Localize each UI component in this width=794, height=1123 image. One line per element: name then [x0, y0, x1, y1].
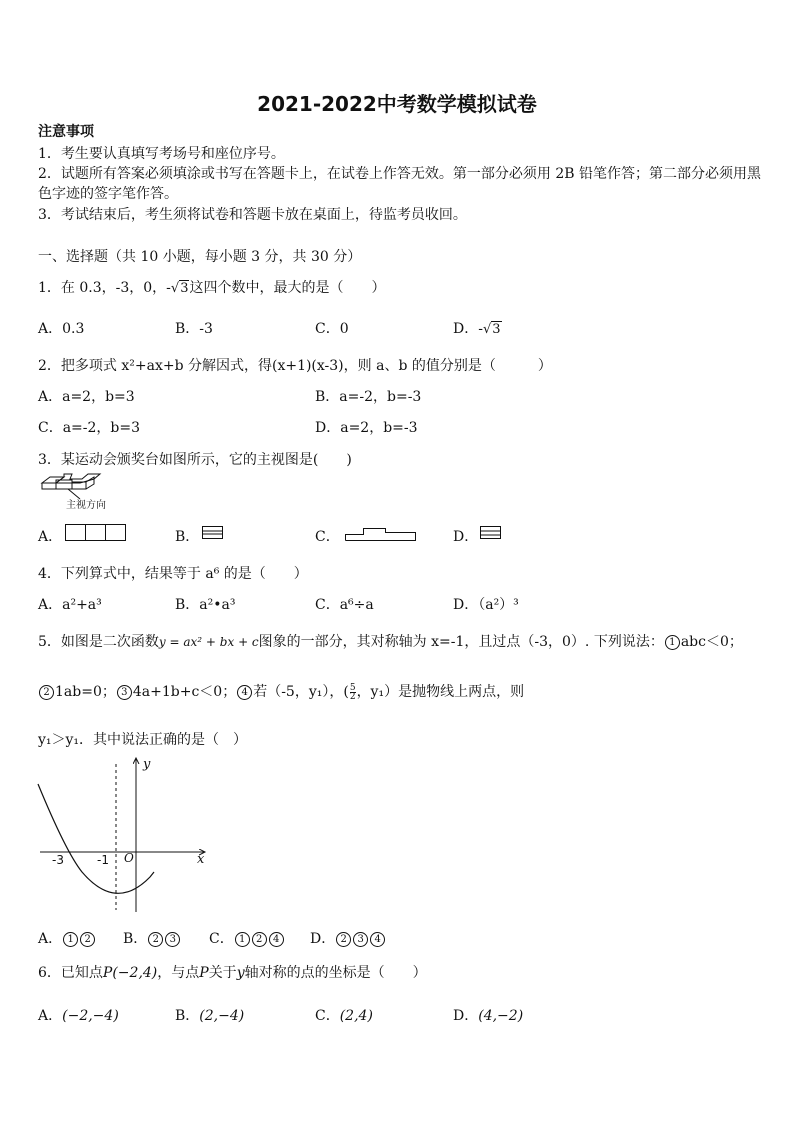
- question-5-line-3: y₁＞y₁．其中说法正确的是（ ）: [38, 732, 248, 748]
- circled-number: 1: [665, 635, 680, 650]
- q4-option-a: A．a²+a³: [38, 597, 102, 613]
- question-4-stem: 4．下列算式中，结果等于 a⁶ 的是（ ）: [38, 566, 308, 582]
- notice-heading: 注意事项: [38, 124, 94, 140]
- tick-label-minus-3: -3: [52, 853, 64, 867]
- q5-option-c: C． 1 2 4: [209, 928, 285, 948]
- section-heading: 一、选择题（共 10 小题，每小题 3 分，共 30 分）: [38, 249, 362, 265]
- sqrt-symbol: √3: [170, 281, 189, 296]
- question-5-line-2: 2 1ab=0； 3 4a+1b+c＜0； 4 若（-5，y₁），( $\frac{5}{2}$ ，y₁）是抛物线上两点，则: [38, 681, 524, 701]
- q1-option-a: A．0.3: [38, 321, 85, 337]
- circled-number: 4: [237, 685, 252, 700]
- tick-label-minus-1: -1: [97, 853, 109, 867]
- q3-option-b: B．: [175, 529, 200, 545]
- q1-option-d: D．-√3: [453, 321, 501, 337]
- notice-item: 色字迹的签字笔作答。: [38, 186, 178, 202]
- direction-label: 主视方向: [66, 500, 106, 511]
- notice-item: 2．试题所有答案必须填涂或书写在答题卡上，在试卷上作答无效。第一部分必须用 2B 铅笔作答；第二部分必须用黑: [38, 166, 761, 182]
- q3-option-d: D．: [453, 529, 479, 545]
- q4-option-d: D．（a²）³: [453, 597, 519, 613]
- parabola-curve: [38, 784, 154, 893]
- origin-label: O: [124, 851, 134, 865]
- q1-option-b: B．-3: [175, 321, 213, 337]
- q5-option-a: A． 1 2: [38, 928, 96, 948]
- notice-item: 3．考试结束后，考生须将试卷和答题卡放在桌面上，待监考员收回。: [38, 207, 467, 223]
- x-axis-label: x: [197, 852, 205, 867]
- question-5-line-1: 5．如图是二次函数y = ax² + bx + c图象的一部分，其对称轴为 x=-1，且过点（-3，0）. 下列说法： 1 abc＜0；: [38, 634, 743, 650]
- q3-option-c: C．: [315, 529, 340, 545]
- q3-option-b-figure: [202, 526, 224, 540]
- q5-option-b: B． 2 3: [123, 928, 181, 948]
- q6-option-d: D．(4,−2): [453, 1008, 524, 1024]
- question-2-stem: 2．把多项式 x²+ax+b 分解因式，得(x+1)(x-3)，则 a、b 的值分别是（ ）: [38, 358, 552, 374]
- q3-option-a: A．: [38, 529, 63, 545]
- q2-option-a: A．a=2，b=3: [38, 389, 135, 405]
- q3-option-c-figure: [345, 524, 417, 542]
- q2-option-b: B．a=-2，b=-3: [315, 389, 422, 405]
- q5-option-d: D． 2 3 4: [310, 928, 386, 948]
- q3-option-d-figure: [480, 526, 502, 540]
- q6-option-a: A．(−2,−4): [38, 1008, 119, 1024]
- q6-option-c: C．(2,4): [315, 1008, 373, 1024]
- q4-option-b: B．a²•a³: [175, 597, 236, 613]
- fraction: $\frac{5}{2}$: [349, 682, 356, 702]
- function-expression: y = ax² + bx + c: [158, 635, 259, 649]
- question-6-stem: 6．已知点P(−2,4)，与点P关于y轴对称的点的坐标是（ ）: [38, 965, 427, 981]
- y-axis-label: y: [143, 757, 151, 772]
- q3-option-a-figure: [65, 524, 127, 542]
- q4-option-c: C．a⁶÷a: [315, 597, 374, 613]
- circled-number: 2: [39, 685, 54, 700]
- page-title: 2021-2022中考数学模拟试卷: [257, 92, 537, 116]
- point-expression: P(−2,4): [102, 965, 158, 981]
- question-1-stem: 1．在 0.3，-3，0，-√3这四个数中，最大的是（ ）: [38, 280, 386, 296]
- q1-option-c: C．0: [315, 321, 349, 337]
- parabola-graph: [30, 752, 220, 917]
- circled-number: 3: [117, 685, 132, 700]
- question-3-stem: 3．某运动会颁奖台如图所示，它的主视图是( ): [38, 452, 352, 468]
- q2-option-d: D．a=2，b=-3: [315, 420, 418, 436]
- notice-item: 1．考生要认真填写考场号和座位序号。: [38, 146, 285, 162]
- q6-option-b: B．(2,−4): [175, 1008, 245, 1024]
- sqrt-symbol: √3: [482, 322, 501, 337]
- q2-option-c: C．a=-2，b=3: [38, 420, 141, 436]
